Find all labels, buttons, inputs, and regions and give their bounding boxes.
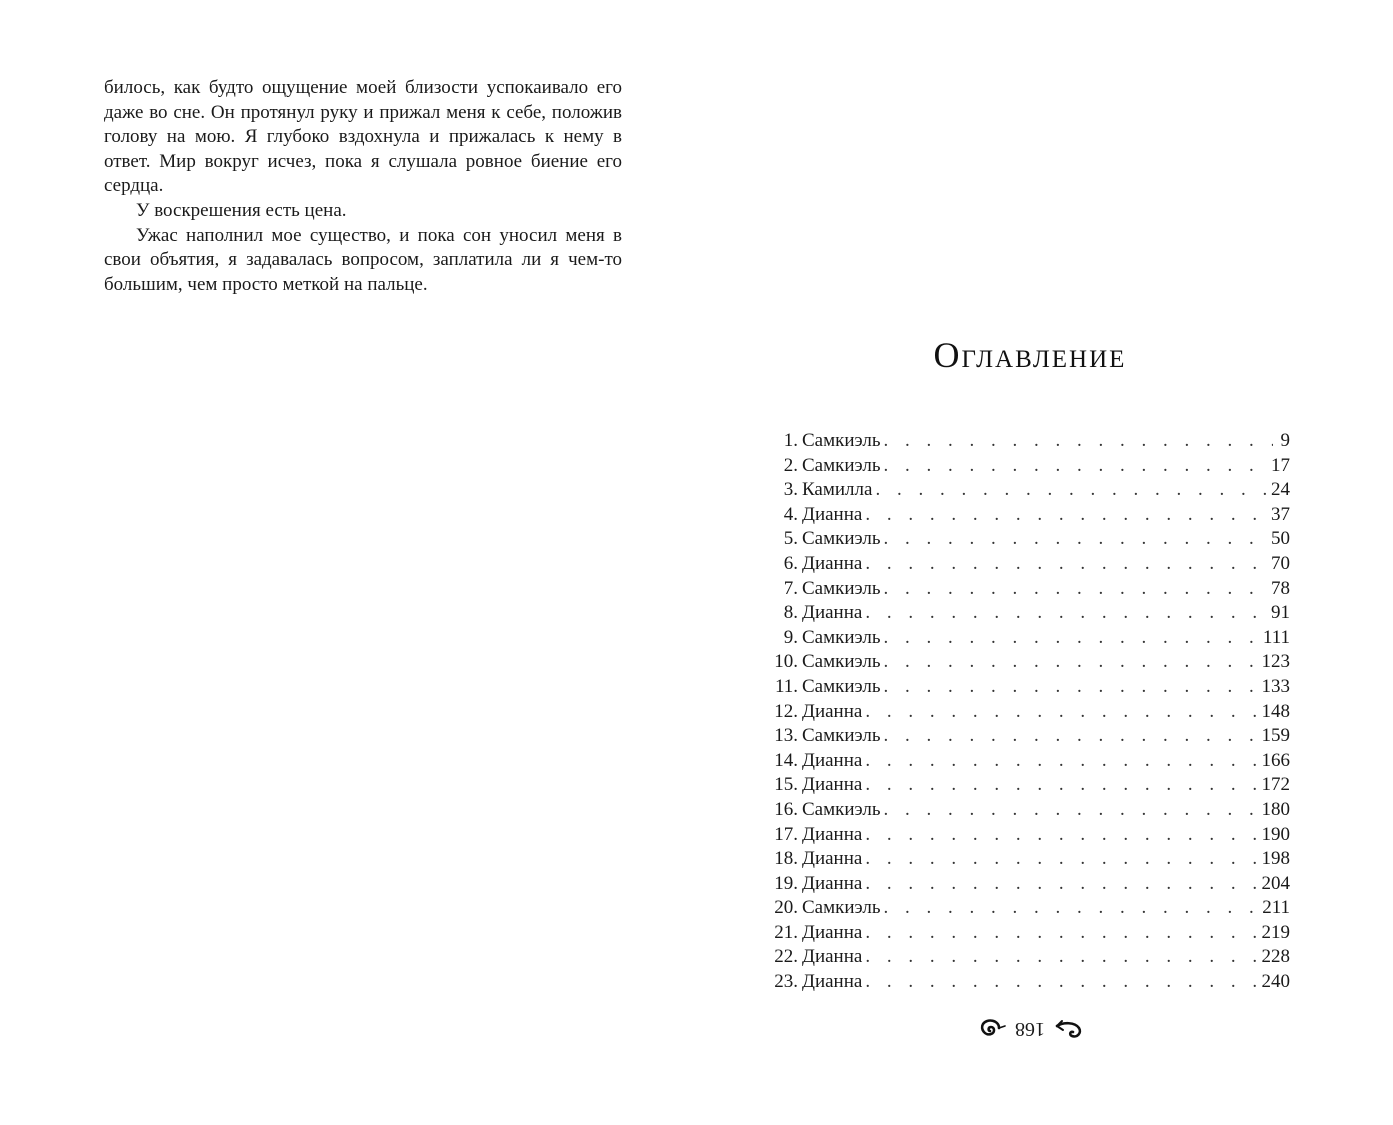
- toc-leader: [884, 429, 1274, 454]
- toc-leader: [865, 552, 1268, 577]
- left-page-text: [104, 76, 622, 297]
- toc-page-number: 9: [1280, 430, 1290, 451]
- toc-row: [760, 921, 1290, 946]
- toc-row: [760, 454, 1290, 479]
- paragraph: Ужас наполнил мое существо, и пока сон уносил меня в свои объятия, я задавалась вопросом, заплатила ли я чем-то большим, чем просто меткой на пальце.: [104, 224, 622, 295]
- toc-leader: [875, 478, 1268, 503]
- paragraph: билось, как будто ощущение моей близости успокаивало его даже во сне. Он протянул руку и прижал меня к себе, положив голову на мою. Я глубоко вздохнула и прижалась к нему в ответ. Мир вокруг исчез, пока я слушала ровное биение его сердца.: [104, 77, 622, 197]
- toc-title: Самкиэль: [802, 528, 881, 550]
- toc-page-number: 172: [1261, 774, 1290, 796]
- toc-row: [760, 527, 1290, 552]
- toc-row: [760, 429, 1290, 454]
- toc-number: 17.: [774, 823, 798, 845]
- toc-page-number: 190: [1261, 823, 1290, 845]
- toc-row: [760, 872, 1290, 897]
- toc-leader: [884, 626, 1260, 651]
- toc-number: 10.: [774, 651, 798, 673]
- toc-leader: [865, 773, 1258, 798]
- toc-number: 20.: [774, 897, 798, 919]
- toc-number: 21.: [774, 921, 798, 943]
- toc-title: Дианна: [802, 848, 863, 870]
- toc-leader: [884, 798, 1259, 823]
- toc-row: [760, 478, 1290, 503]
- toc-row: [760, 650, 1290, 675]
- toc-number: 19.: [774, 872, 798, 894]
- toc-page-number: 24: [1271, 479, 1290, 501]
- toc-page-number: 91: [1271, 602, 1290, 624]
- toc-row: [760, 823, 1290, 848]
- toc-title: Самкиэль: [802, 725, 881, 747]
- toc-title: Дианна: [802, 971, 863, 993]
- toc-page-number: 148: [1261, 700, 1290, 722]
- toc-title: Самкиэль: [802, 651, 881, 673]
- toc-leader: [865, 921, 1258, 946]
- toc-row: [760, 700, 1290, 725]
- toc-page-number: 111: [1262, 626, 1290, 648]
- toc-leader: [865, 970, 1258, 995]
- toc-title: Дианна: [802, 921, 863, 943]
- toc-row: [760, 749, 1290, 774]
- toc-title: Самкиэль: [802, 430, 881, 451]
- toc-title: Самкиэль: [802, 675, 881, 697]
- toc-page-number: 228: [1261, 946, 1290, 968]
- toc-leader: [865, 823, 1258, 848]
- table-of-contents: [760, 429, 1290, 995]
- toc-number: 9.: [783, 626, 798, 648]
- toc-page-number: 166: [1261, 749, 1290, 771]
- toc-title: Дианна: [802, 749, 863, 771]
- toc-page-number: 37: [1271, 503, 1290, 525]
- toc-number: 1.: [783, 430, 798, 451]
- toc-leader: [865, 847, 1258, 872]
- toc-number: 22.: [774, 946, 798, 968]
- toc-page-number: 50: [1271, 528, 1290, 550]
- right-ornament-icon: [1053, 1014, 1083, 1042]
- toc-page-number: 133: [1261, 675, 1290, 697]
- toc-page-number: 70: [1271, 552, 1290, 574]
- toc-title: Дианна: [802, 602, 863, 624]
- toc-row: [760, 847, 1290, 872]
- toc-title: Дианна: [802, 552, 863, 574]
- toc-number: 5.: [783, 528, 798, 550]
- toc-leader: [865, 749, 1258, 774]
- toc-title: Самкиэль: [802, 897, 881, 919]
- toc-number: 13.: [774, 725, 798, 747]
- toc-leader: [865, 945, 1258, 970]
- paragraph: У воскрешения есть цена.: [136, 199, 347, 221]
- toc-leader: [865, 601, 1268, 626]
- toc-page-number: 123: [1261, 651, 1290, 673]
- toc-row: [760, 503, 1290, 528]
- toc-row: [760, 798, 1290, 823]
- toc-number: 15.: [774, 774, 798, 796]
- toc-title: Самкиэль: [802, 798, 881, 820]
- toc-number: 18.: [774, 848, 798, 870]
- toc-row: [760, 552, 1290, 577]
- toc-title: Дианна: [802, 946, 863, 968]
- toc-row: [760, 724, 1290, 749]
- toc-leader: [865, 872, 1258, 897]
- toc-title: Дианна: [802, 774, 863, 796]
- toc-title: Дианна: [802, 503, 863, 525]
- toc-number: 2.: [783, 454, 798, 476]
- toc-leader: [884, 650, 1259, 675]
- toc-number: 3.: [783, 479, 798, 501]
- toc-page-number: 17: [1271, 454, 1290, 476]
- toc-row: [760, 970, 1290, 995]
- toc-page-number: 204: [1261, 872, 1290, 894]
- toc-page-number: 159: [1261, 725, 1290, 747]
- toc-page-number: 78: [1271, 577, 1290, 599]
- toc-leader: [884, 896, 1260, 921]
- toc-title: Самкиэль: [802, 577, 881, 599]
- toc-row: [760, 601, 1290, 626]
- toc-title: Дианна: [802, 872, 863, 894]
- toc-leader: [884, 724, 1259, 749]
- toc-page-number: 240: [1261, 971, 1290, 993]
- toc-leader: [865, 503, 1268, 528]
- toc-title: Камилла: [802, 479, 873, 501]
- toc-number: 16.: [774, 798, 798, 820]
- toc-leader: [884, 577, 1269, 602]
- toc-page-number: 211: [1262, 897, 1290, 919]
- toc-row: [760, 896, 1290, 921]
- toc-title: Дианна: [802, 823, 863, 845]
- page-number: 168: [1015, 1017, 1045, 1040]
- toc-number: 11.: [774, 675, 798, 697]
- toc-page-number: 198: [1261, 848, 1290, 870]
- toc-number: 8.: [783, 602, 798, 624]
- toc-row: [760, 675, 1290, 700]
- toc-number: 7.: [783, 577, 798, 599]
- toc-title: Дианна: [802, 700, 863, 722]
- toc-title: Самкиэль: [802, 626, 881, 648]
- toc-leader: [884, 454, 1269, 479]
- page-folio: [965, 1010, 1095, 1046]
- page-title: Оглавление: [933, 335, 1127, 375]
- toc-leader: [884, 675, 1259, 700]
- toc-row: [760, 773, 1290, 798]
- toc-number: 23.: [774, 971, 798, 993]
- toc-page-number: 219: [1261, 921, 1290, 943]
- toc-row: [760, 577, 1290, 602]
- toc-title: Самкиэль: [802, 454, 881, 476]
- toc-leader: [884, 527, 1269, 552]
- toc-number: 6.: [783, 552, 798, 574]
- toc-number: 14.: [774, 749, 798, 771]
- toc-row: [760, 945, 1290, 970]
- toc-page-number: 180: [1261, 798, 1290, 820]
- toc-leader: [865, 700, 1258, 725]
- left-ornament-icon: [977, 1014, 1007, 1042]
- toc-number: 4.: [783, 503, 798, 525]
- toc-number: 12.: [774, 700, 798, 722]
- toc-row: [760, 626, 1290, 651]
